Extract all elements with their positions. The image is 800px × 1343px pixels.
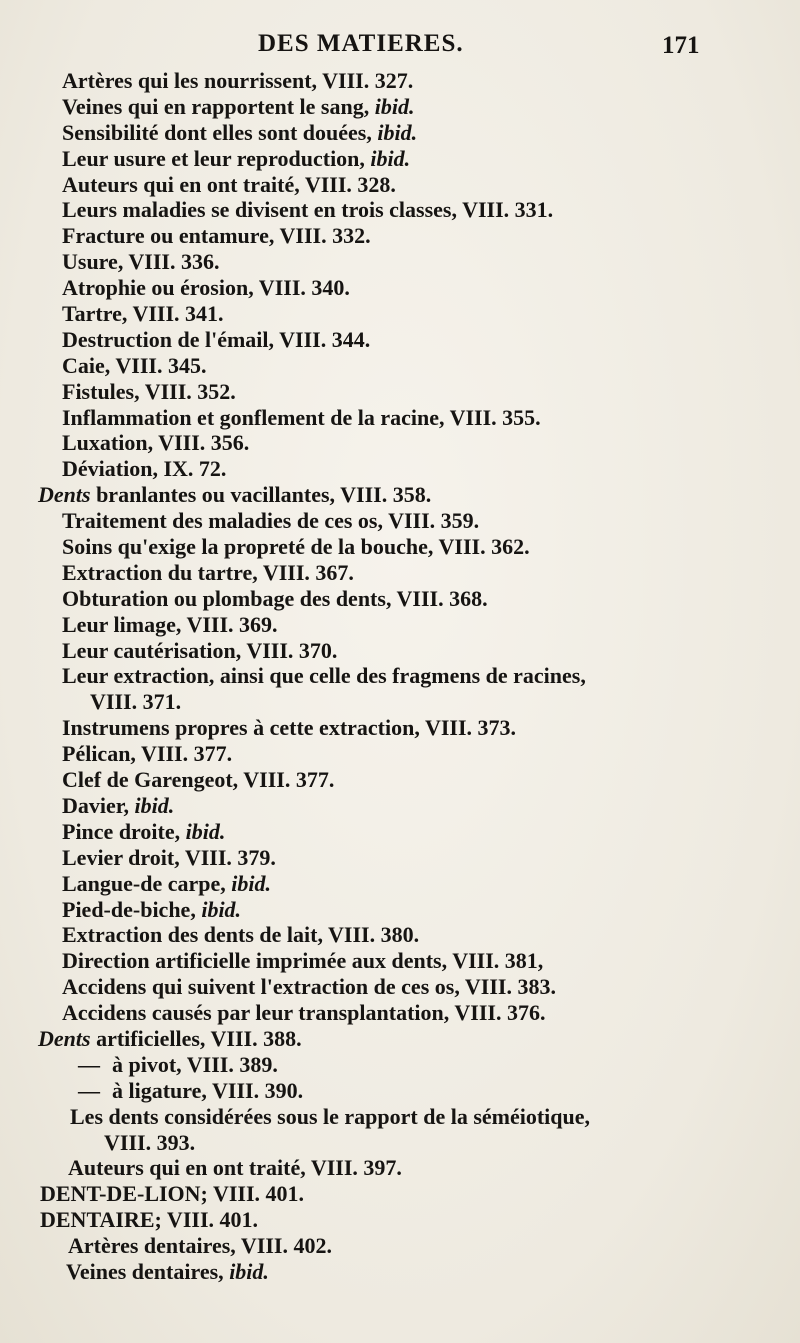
index-entry: Clef de Garengeot, VIII. 377. (62, 767, 335, 793)
page-number: 171 (662, 32, 700, 59)
index-subentry (0, 1052, 800, 1078)
index-entry: Auteurs qui en ont traité, VIII. 328. (62, 171, 396, 197)
index-entry: Pied-de-biche, ibid. (62, 896, 242, 922)
header-title: DES MATIERES. (258, 30, 464, 57)
index-entry: Usure, VIII. 336. (62, 249, 220, 275)
index-entry: Accidens qui suivent l'extraction de ces os, VIII. 383. (62, 974, 556, 1000)
index-entry: Instrumens propres à cette extraction, VIII. 373. (62, 715, 517, 741)
index-entry: Veines qui en rapportent le sang, ibid. (62, 93, 415, 119)
index-entry: Davier, ibid. (62, 792, 175, 818)
index-entry: Atrophie ou érosion, VIII. 340. (62, 275, 350, 301)
index-entry: Tartre, VIII. 341. (62, 301, 224, 327)
index-entry: Extraction du tartre, VIII. 367. (62, 559, 354, 585)
index-entry-continuation: VIII. 393. (104, 1129, 196, 1155)
index-entries (0, 68, 800, 1285)
index-heading: DENT-DE-LION; VIII. 401. (40, 1181, 305, 1207)
index-entry: Caie, VIII. 345. (62, 352, 207, 378)
index-entry: Artères dentaires, VIII. 402. (68, 1233, 332, 1259)
index-heading: Dents artificielles, VIII. 388. (38, 1025, 302, 1051)
index-entry: Luxation, VIII. 356. (62, 430, 250, 456)
index-entry: Les dents considérées sous le rapport de la séméiotique, (70, 1103, 591, 1129)
em-dash: — (78, 1051, 100, 1077)
index-entry: Leur limage, VIII. 369. (62, 611, 278, 637)
index-entry: Pince droite, ibid. (62, 818, 226, 844)
index-entry: Déviation, IX. 72. (62, 456, 227, 482)
index-entry: Artères qui les nourrissent, VIII. 327. (62, 68, 414, 93)
index-entry: Fracture ou entamure, VIII. 332. (62, 223, 371, 249)
index-entry: Accidens causés par leur transplantation, VIII. 376. (62, 1000, 546, 1026)
index-entry: Inflammation et gonflement de la racine, VIII. 355. (62, 404, 541, 430)
index-entry: Langue-de carpe, ibid. (62, 870, 271, 896)
index-subentry-text: à pivot, VIII. 389. (112, 1051, 278, 1077)
index-entry: Pélican, VIII. 377. (62, 741, 233, 767)
index-entry: Sensibilité dont elles sont douées, ibid. (62, 119, 418, 145)
index-entry-continuation: VIII. 371. (90, 689, 182, 715)
index-entry: Soins qu'exige la propreté de la bouche, VIII. 362. (62, 534, 530, 560)
index-entry: Auteurs qui en ont traité, VIII. 397. (68, 1155, 402, 1181)
index-entry: Direction artificielle imprimée aux dents, VIII. 381, (62, 948, 544, 974)
index-entry: Leur extraction, ainsi que celle des fragmens de racines, (62, 663, 586, 689)
index-entry: Veines dentaires, ibid. (66, 1258, 269, 1284)
index-heading: Dents branlantes ou vacillantes, VIII. 358. (38, 482, 432, 508)
index-entry: Leur usure et leur reproduction, ibid. (62, 145, 411, 171)
index-entry: Obturation ou plombage des dents, VIII. 368. (62, 585, 488, 611)
index-heading: DENTAIRE; VIII. 401. (40, 1207, 259, 1233)
index-entry: Traitement des maladies de ces os, VIII. 359. (62, 508, 480, 534)
em-dash: — (78, 1077, 100, 1103)
index-entry: Leur cautérisation, VIII. 370. (62, 637, 338, 663)
index-entry: Destruction de l'émail, VIII. 344. (62, 326, 371, 352)
index-entry: Fistules, VIII. 352. (62, 378, 236, 404)
index-subentry-text: à ligature, VIII. 390. (112, 1077, 304, 1103)
running-header (0, 30, 800, 64)
index-entry: Levier droit, VIII. 379. (62, 844, 276, 870)
index-entry: Leurs maladies se divisent en trois classes, VIII. 331. (62, 197, 554, 223)
index-subentry (0, 1078, 800, 1104)
index-entry: Extraction des dents de lait, VIII. 380. (62, 922, 420, 948)
